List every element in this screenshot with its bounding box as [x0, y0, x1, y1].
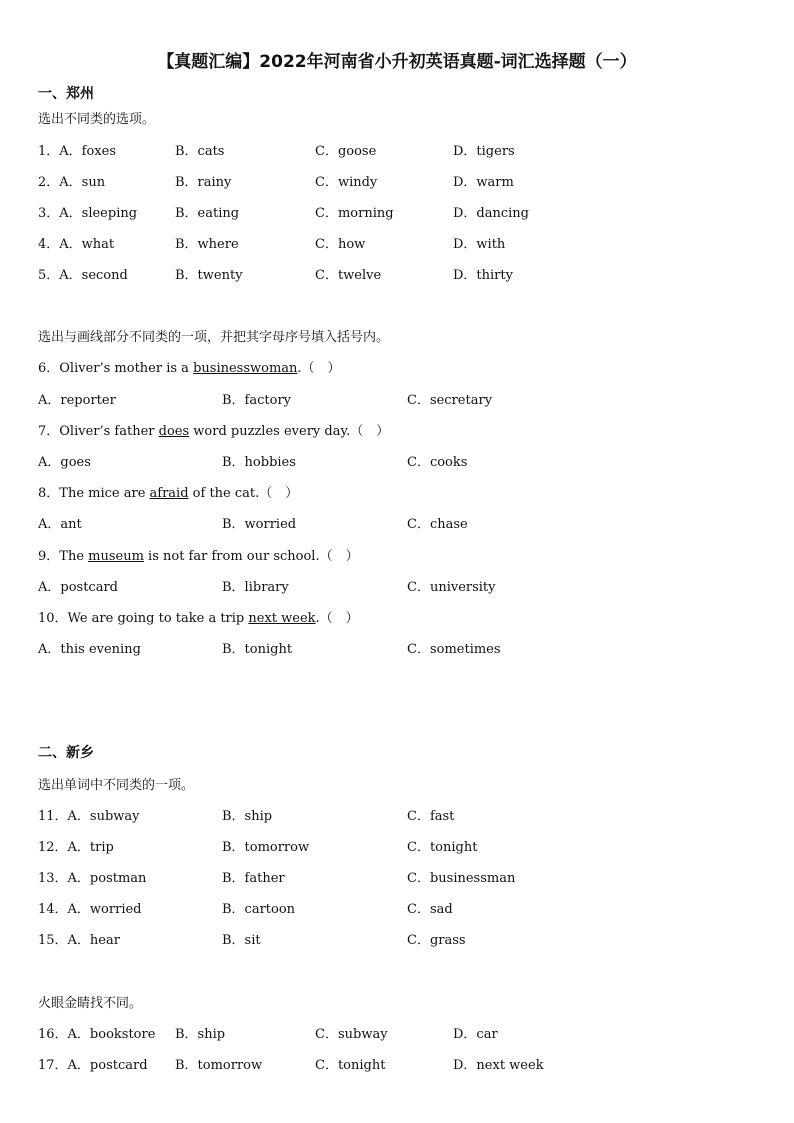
- option-a: A．reporter: [38, 393, 116, 408]
- option-b: B．tomorrow: [222, 840, 310, 855]
- instruction-find-different: 火眼金睛找不同。: [38, 996, 143, 1011]
- question-stem: 9．The museum is not far from our school.（ ）: [38, 549, 359, 564]
- option-a: 5．A．second: [38, 268, 128, 283]
- option-a: 13．A．postman: [38, 871, 147, 886]
- option-d: D．next week: [453, 1058, 544, 1073]
- option-b: B．sit: [222, 933, 261, 948]
- option-d: D．car: [453, 1027, 498, 1042]
- option-b: B．tonight: [222, 642, 293, 657]
- option-b: B．father: [222, 871, 285, 886]
- option-d: D．warm: [453, 175, 514, 190]
- option-a: 15．A．hear: [38, 933, 120, 948]
- option-c: C．subway: [315, 1027, 388, 1042]
- option-c: C．cooks: [407, 455, 468, 470]
- option-a: A．ant: [38, 517, 82, 532]
- question-stem: 7．Oliver’s father does word puzzles every day.（ ）: [38, 424, 390, 439]
- underlined-word: businesswoman: [193, 361, 298, 376]
- option-c: C．windy: [315, 175, 378, 190]
- option-b: B．ship: [222, 809, 273, 824]
- option-a: A．this evening: [38, 642, 141, 657]
- instruction-odd-one-out: 选出不同类的选项。: [38, 112, 156, 127]
- option-d: D．with: [453, 237, 506, 252]
- option-a: 4．A．what: [38, 237, 115, 252]
- option-c: C．university: [407, 580, 496, 595]
- underlined-word: afraid: [149, 486, 189, 501]
- option-c: C．fast: [407, 809, 455, 824]
- option-b: B．rainy: [175, 175, 232, 190]
- instruction-underlined: 选出与画线部分不同类的一项，并把其字母序号填入括号内。: [38, 330, 390, 345]
- option-c: C．sometimes: [407, 642, 501, 657]
- option-c: C．secretary: [407, 393, 493, 408]
- option-b: B．eating: [175, 206, 240, 221]
- option-b: B．twenty: [175, 268, 243, 283]
- underlined-word: museum: [88, 549, 144, 564]
- option-a: 16．A．bookstore: [38, 1027, 156, 1042]
- instruction-odd-one-out: 选出单词中不同类的一项。: [38, 778, 195, 793]
- option-c: C．tonight: [315, 1058, 386, 1073]
- question-stem: 8．The mice are afraid of the cat.（ ）: [38, 486, 299, 501]
- option-c: C．businessman: [407, 871, 516, 886]
- underlined-word: does: [158, 424, 190, 439]
- option-c: C．goose: [315, 144, 377, 159]
- section-heading-zhengzhou: 一、郑州: [38, 86, 94, 102]
- option-a: A．goes: [38, 455, 91, 470]
- option-a: A．postcard: [38, 580, 118, 595]
- option-c: C．morning: [315, 206, 394, 221]
- section-heading-xinxiang: 二、新乡: [38, 745, 94, 761]
- option-a: 12．A．trip: [38, 840, 114, 855]
- option-b: B．tomorrow: [175, 1058, 263, 1073]
- option-c: C．sad: [407, 902, 453, 917]
- option-b: B．where: [175, 237, 239, 252]
- option-a: 2．A．sun: [38, 175, 106, 190]
- question-stem: 10．We are going to take a trip next week.（ ）: [38, 611, 359, 626]
- option-c: C．grass: [407, 933, 466, 948]
- page-title: 【真题汇编】2022年河南省小升初英语真题-词汇选择题（一）: [157, 52, 637, 72]
- option-a: 11．A．subway: [38, 809, 140, 824]
- option-c: C．tonight: [407, 840, 478, 855]
- option-a: 17．A．postcard: [38, 1058, 148, 1073]
- option-d: D．tigers: [453, 144, 515, 159]
- option-b: B．worried: [222, 517, 297, 532]
- option-b: B．library: [222, 580, 289, 595]
- option-a: 1．A．foxes: [38, 144, 116, 159]
- option-c: C．chase: [407, 517, 468, 532]
- underlined-word: next week: [248, 611, 316, 626]
- question-stem: 6．Oliver’s mother is a businesswoman.（ ）: [38, 361, 341, 376]
- option-c: C．twelve: [315, 268, 382, 283]
- option-b: B．ship: [175, 1027, 226, 1042]
- option-b: B．hobbies: [222, 455, 296, 470]
- option-a: 14．A．worried: [38, 902, 142, 917]
- option-b: B．cats: [175, 144, 225, 159]
- option-a: 3．A．sleeping: [38, 206, 138, 221]
- option-b: B．cartoon: [222, 902, 296, 917]
- option-c: C．how: [315, 237, 366, 252]
- option-b: B．factory: [222, 393, 292, 408]
- option-d: D．thirty: [453, 268, 513, 283]
- option-d: D．dancing: [453, 206, 530, 221]
